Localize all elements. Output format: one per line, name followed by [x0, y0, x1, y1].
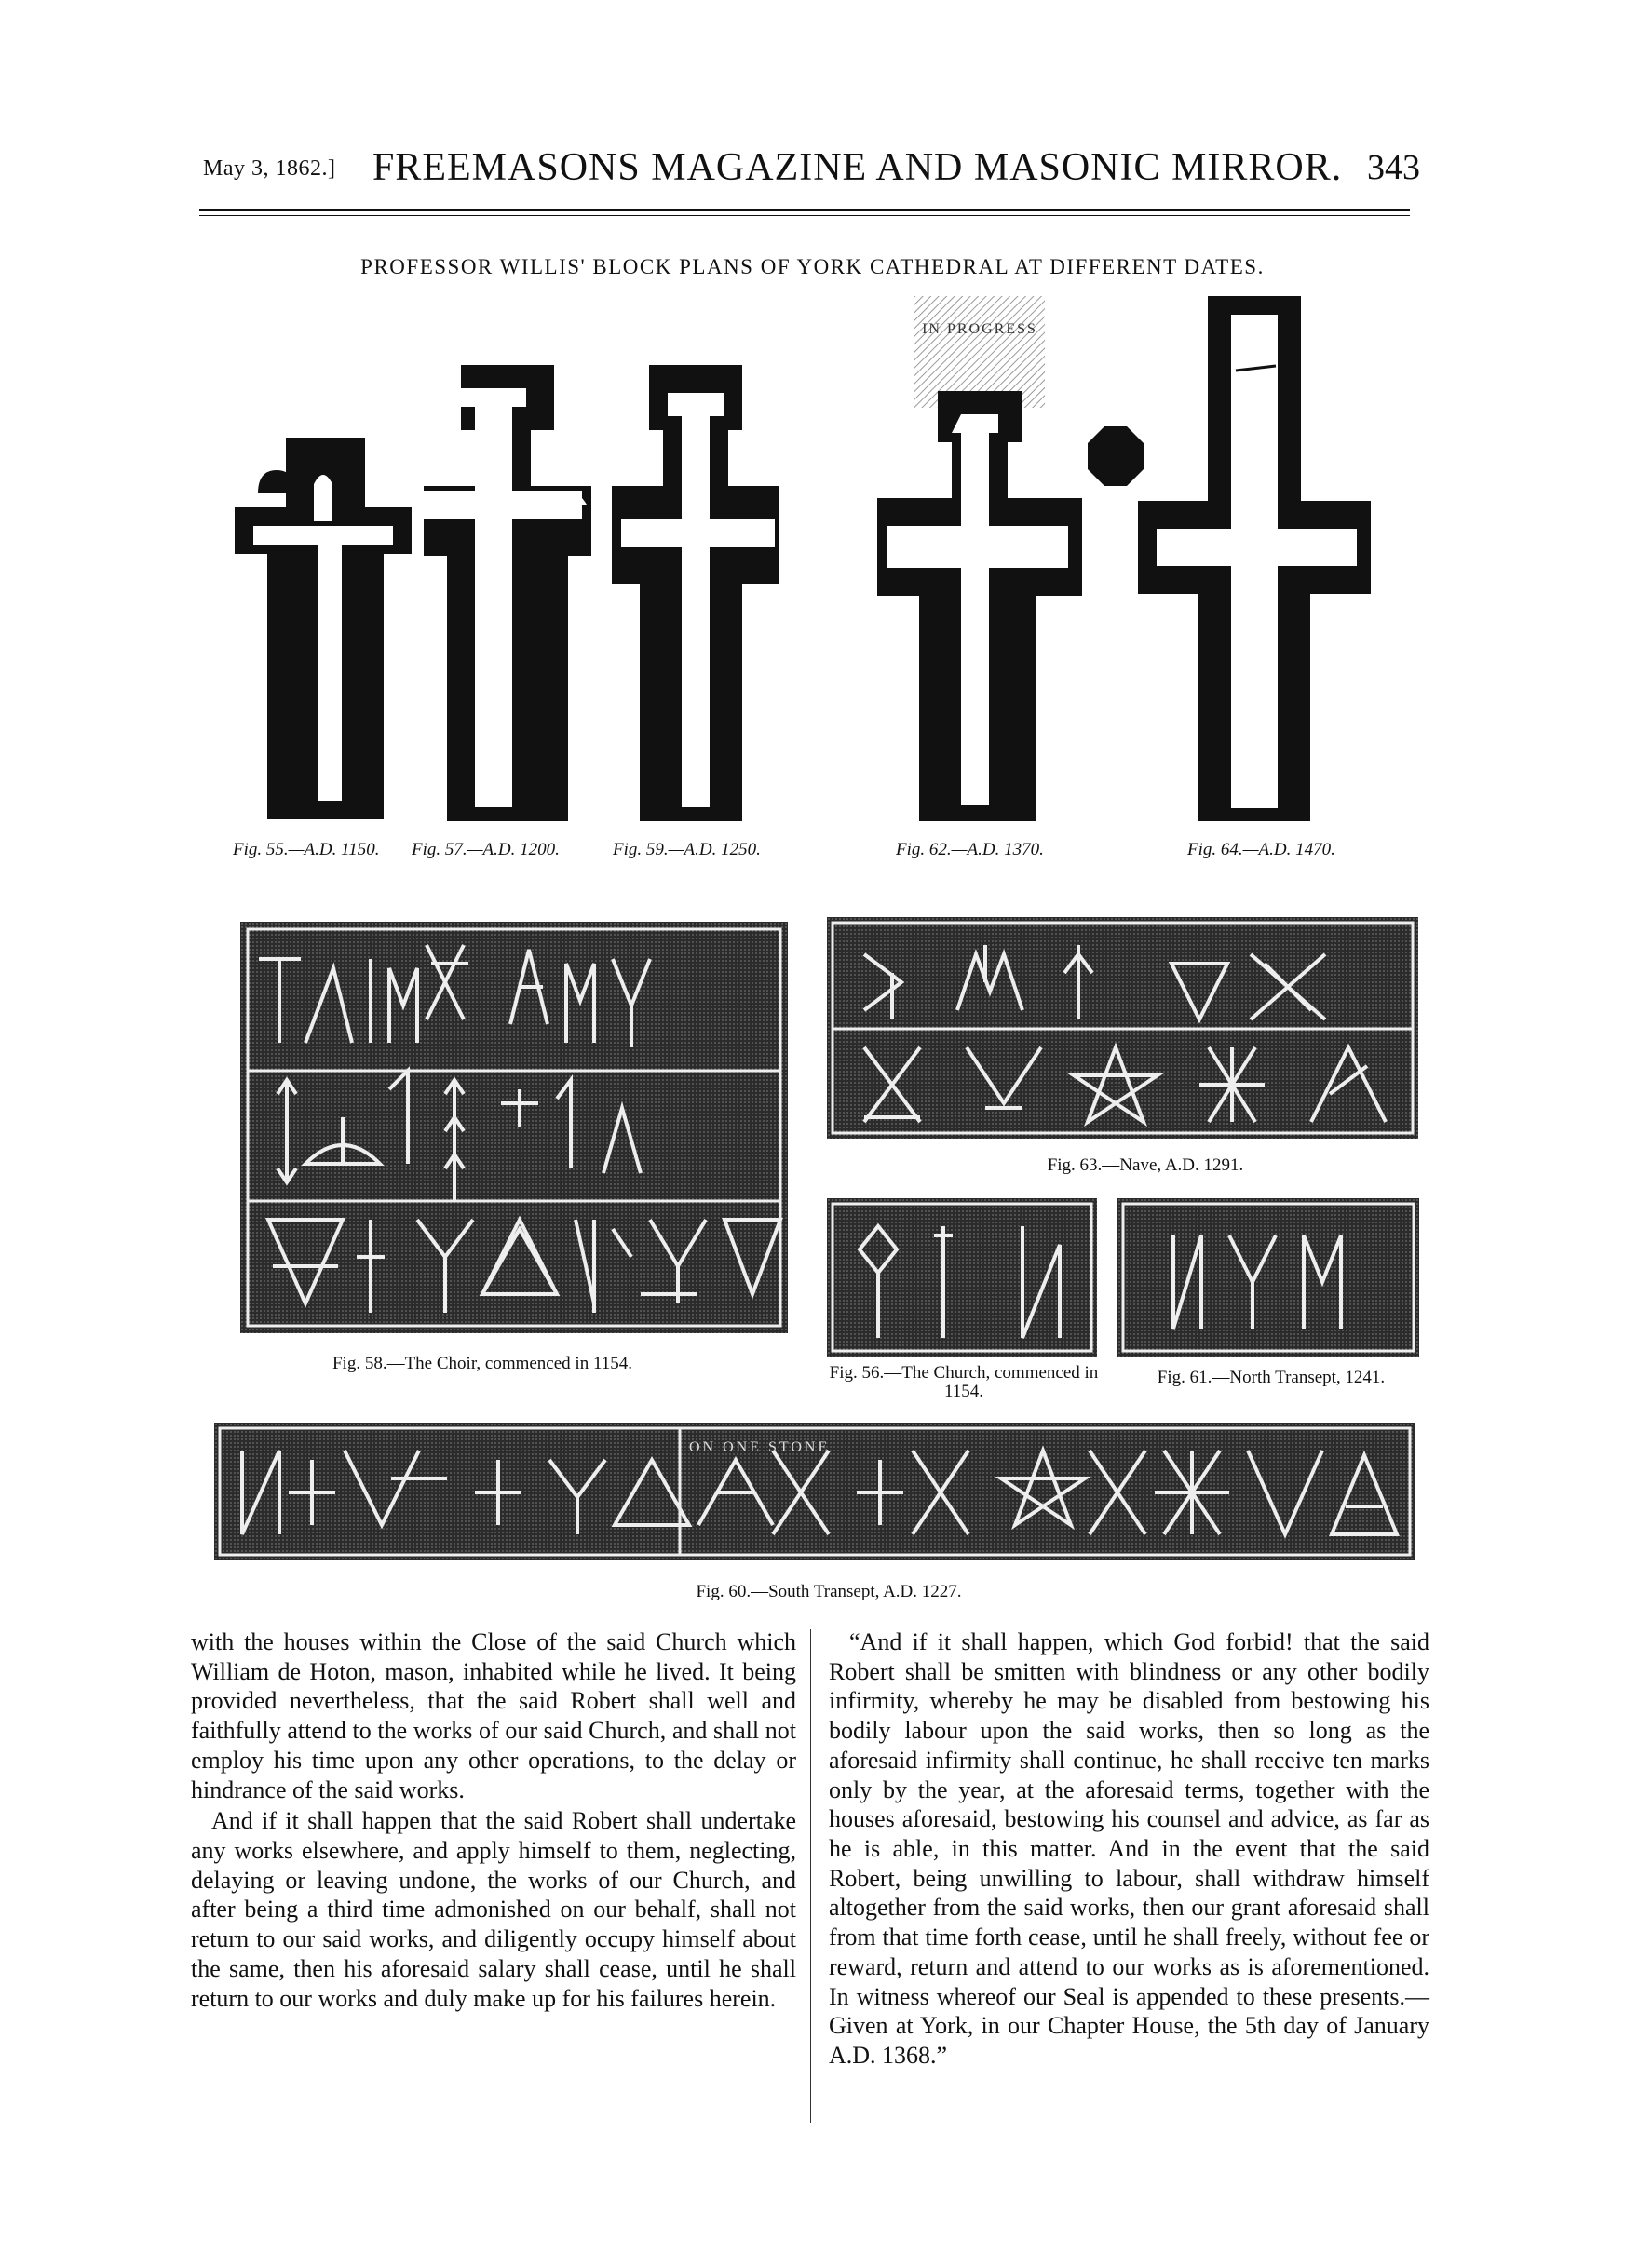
mason-marks-north-transept — [1117, 1198, 1419, 1357]
block-plan-1250 — [612, 365, 779, 821]
article-paragraph: “And if it shall happen, which God forbid! that the said Robert shall be smitten with blindness or any other bodily infirmity, whereby he may be disabled from bestowing his bodily labour upon the said works, then so long as the aforesaid infirmity shall continue, he shall receive ten marks only by the year, at the aforesaid terms, together with the houses aforesaid, bestowing his counsel and advice, as far as he is able, in this matter. And in the event that the said Robert, being unwilling to labour, shall withdraw himself altogether from the said works, then our grant aforesaid shall from that time forth cease, until he shall freely, without fee or reward, return and attend to our works as is aforementioned. In witness whereof our Seal is appended to these presents.—Given at York, in our Chapter House, the 5th day of January A.D. 1368.” — [829, 1628, 1429, 2070]
chapter-house-octagon — [1088, 426, 1144, 492]
mason-marks-nave — [827, 917, 1418, 1139]
page-number: 343 — [1367, 148, 1420, 187]
caption-fig-63: Fig. 63.—Nave, A.D. 1291. — [1047, 1155, 1244, 1175]
article-paragraph: And if it shall happen that the said Robert shall undertake any works elsewhere, and apply himself to them, neglecting, delaying or leaving undone, the works of our Church, and after being a third time admonished on our behalf, shall not return to our said works, and diligently occupy himself about the same, then his aforesaid salary shall cease, until he shall return to our works and duly make up for his failures herein. — [191, 1807, 796, 2012]
block-plan-1370 — [877, 391, 1082, 821]
column-divider — [810, 1629, 811, 2123]
article-left-column — [191, 1627, 796, 2015]
mason-marks-church — [827, 1198, 1097, 1357]
caption-fig-55: Fig. 55.—A.D. 1150. — [233, 840, 380, 859]
block-plan-1200 — [424, 365, 591, 821]
mason-marks-choir — [240, 922, 788, 1333]
header-rule-thin — [199, 215, 1410, 216]
plates-title: PROFESSOR WILLIS' BLOCK PLANS OF YORK CATHEDRAL AT DIFFERENT DATES. — [360, 255, 1265, 278]
mason-marks-south-transept — [214, 1423, 1415, 1560]
block-plan-1150 — [235, 438, 412, 819]
header-title: FREEMASONS MAGAZINE AND MASONIC MIRROR. — [372, 146, 1343, 189]
caption-fig-59: Fig. 59.—A.D. 1250. — [613, 840, 761, 859]
caption-fig-64: Fig. 64.—A.D. 1470. — [1187, 840, 1335, 859]
in-progress-label: IN PROGRESS — [922, 321, 1037, 337]
header-date: May 3, 1862.] — [203, 156, 336, 181]
caption-fig-61: Fig. 61.—North Transept, 1241. — [1157, 1368, 1386, 1387]
caption-fig-60: Fig. 60.—South Transept, A.D. 1227. — [696, 1582, 962, 1601]
caption-fig-57: Fig. 57.—A.D. 1200. — [412, 840, 560, 859]
block-plan-1470 — [1138, 296, 1371, 821]
caption-fig-56: Fig. 56.—The Church, commenced in 1154. — [829, 1363, 1099, 1401]
caption-fig-62: Fig. 62.—A.D. 1370. — [896, 840, 1044, 859]
article-paragraph: with the houses within the Close of the said Church which William de Hoton, mason, inhabited while he lived. It being provided nevertheless, that the said Robert shall well and faithfully attend to the works of our said Church, and shall not employ his time upon any other operations, to the delay or hindrance of the said works. — [191, 1628, 796, 1803]
on-one-stone-label: ON ONE STONE — [689, 1439, 831, 1455]
caption-fig-58: Fig. 58.—The Choir, commenced in 1154. — [332, 1354, 633, 1373]
article-right-column — [829, 1627, 1429, 2072]
header-rule-thick — [199, 209, 1410, 211]
